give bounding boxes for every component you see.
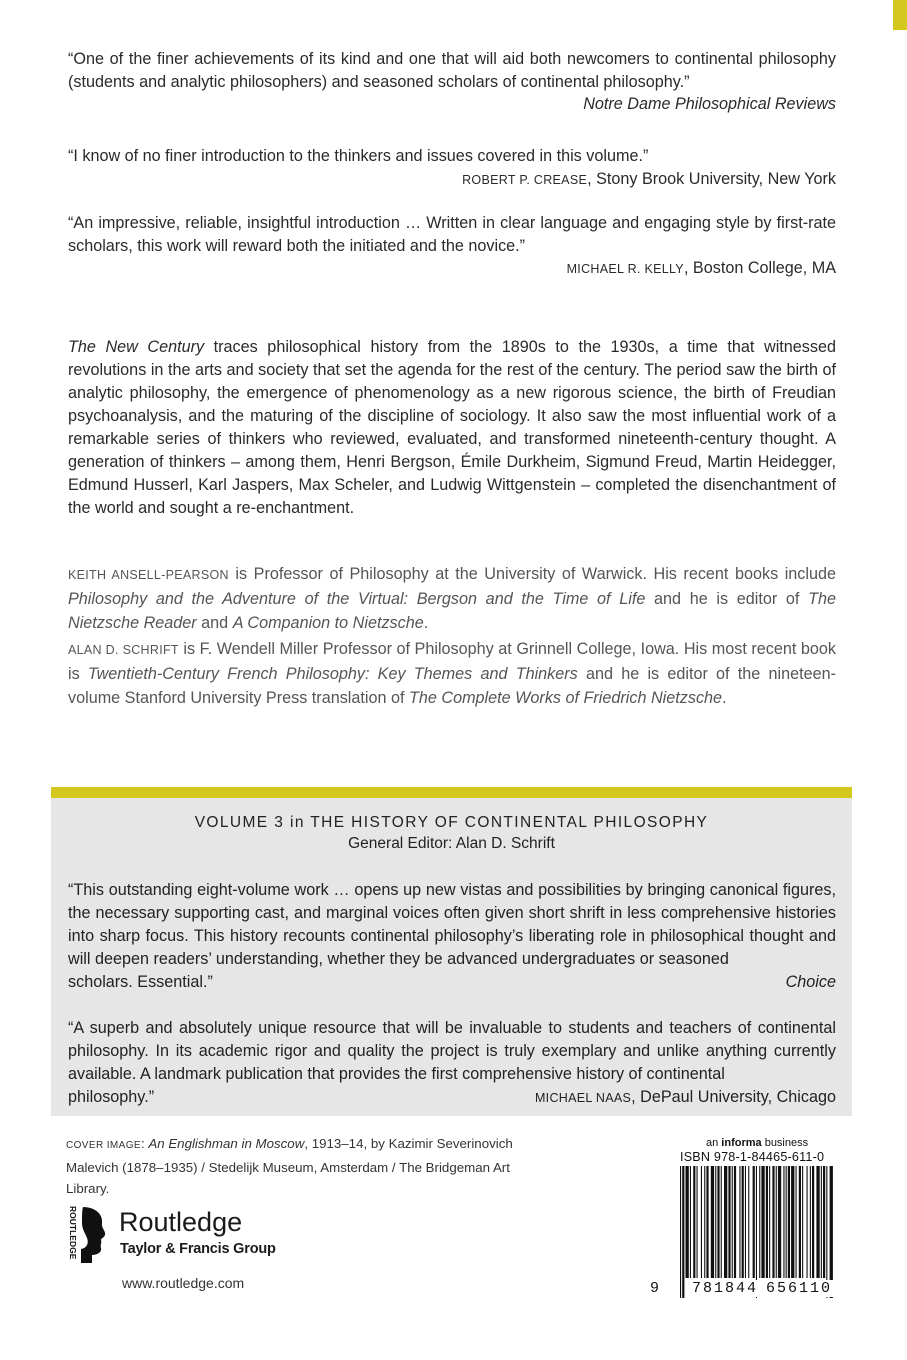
bio-text: and <box>196 614 233 633</box>
quote-author: MICHAEL NAAS <box>534 1091 632 1105</box>
tagline-brand: informa <box>721 1137 762 1149</box>
praise-quote-3 <box>68 212 836 281</box>
book-ref: The Complete Works of Friedrich Nietzsche <box>408 689 723 708</box>
series-editor: General Editor: Alan D. Schrift <box>348 835 555 852</box>
quote-affiliation: , DePaul University, Chicago <box>631 1088 836 1106</box>
book-ref: Philosophy and the Adventure of the Virtual: Bergson and the Time of Life <box>68 590 646 609</box>
publisher-logo <box>65 1205 325 1265</box>
barcode-bar <box>810 1166 811 1278</box>
quote-text: “An impressive, reliable, insightful introduction … Written in clear language and engaging style by first-rate scholars, this work will reward both the initiated and the novice.” <box>68 214 836 255</box>
barcode-bar <box>759 1166 760 1278</box>
barcode-bar <box>791 1166 794 1278</box>
tagline-post: business <box>761 1137 809 1149</box>
quote-text: “A superb and absolutely unique resource that will be invaluable to students and teachers of continental philosophy. In its academic rigor and quality the project is truly exemplary and unlike anything currently available. A landmark publication that provides the first comprehensive history of continental <box>68 1019 836 1083</box>
barcode-bar <box>769 1166 770 1278</box>
barcode-bar <box>680 1166 681 1298</box>
barcode-bar <box>772 1166 774 1278</box>
book-description <box>68 336 836 520</box>
bio-text: and he is editor of the nineteen-volume Stanford University Press translation of <box>68 665 836 708</box>
barcode-bar <box>697 1166 698 1278</box>
bio-text: is F. Wendell Miller Professor of Philosophy at Grinnell College, Iowa. His most recent book is <box>68 640 836 684</box>
barcode-bar <box>802 1166 803 1278</box>
barcode-bar <box>821 1166 822 1278</box>
quote-author: ROBERT P. CREASE <box>462 172 588 187</box>
barcode-bar <box>830 1166 833 1298</box>
quote-attribution <box>68 257 836 281</box>
barcode-bar <box>745 1166 746 1278</box>
barcode-bar <box>756 1166 757 1298</box>
quote-author: MICHAEL R. KELLY <box>566 262 684 276</box>
barcode-bar <box>693 1166 695 1278</box>
author-bio-1 <box>68 562 836 636</box>
series-praise-2 <box>68 1017 836 1110</box>
series-panel <box>51 787 852 1116</box>
praise-quote-1 <box>68 48 836 116</box>
barcode-bar <box>717 1166 719 1278</box>
spine-text: ROUTLEDGE <box>68 1206 78 1260</box>
barcode-bar <box>715 1166 716 1278</box>
barcode-bar <box>706 1166 708 1278</box>
barcode-bar <box>690 1166 691 1278</box>
barcode-bar <box>786 1166 787 1278</box>
cover-artwork-title: An Englishman in Moscow <box>148 1136 305 1151</box>
barcode-bar <box>686 1166 689 1278</box>
barcode-bar <box>704 1166 705 1278</box>
book-ref: Twentieth-Century French Philosophy: Key Themes and Thinkers <box>87 665 578 684</box>
bio-text: . <box>423 614 429 633</box>
publisher-group: Taylor & Francis Group <box>120 1241 276 1257</box>
book-ref: A Companion to Nietzsche <box>232 614 424 633</box>
barcode-bar <box>724 1166 727 1278</box>
barcode-bar <box>761 1166 764 1278</box>
barcode-digits-right: 656110 <box>766 1280 833 1297</box>
barcode-bar <box>753 1166 755 1278</box>
quote-affiliation: , Boston College, MA <box>683 259 836 277</box>
barcode-bar <box>742 1166 744 1278</box>
quote-text: “One of the finer achievements of its kind and one that will aid both newcomers to continental philosophy (students and analytic philosophers) and seasoned scholars of continental philosophy.” <box>68 50 836 91</box>
cover-credit <box>66 1133 526 1200</box>
barcode-bar <box>732 1166 733 1278</box>
quote-text: “This outstanding eight-volume work … opens up new vistas and possibilities by bringing canonical figures, the necessary supporting cast, and marginal voices often given short shrift in less comprehensive histories into sharp focus. This history recounts continental philosophy’s liberating role in philosophical thought and will deepen readers’ understanding, whether they be advanced undergraduates or seasoned <box>68 881 836 968</box>
description-text: traces philosophical history from the 1890s to the 1930s, a time that witnessed revolutions in the arts and society that set the agenda for the rest of the century. The period saw the birth of analytic philosophy, the emergence of phenomenology as a new rigorous science, the birth of Freudian psychoanalysis, and the maturing of the discipline of sociology. It also saw the most influential work of a remarkable series of thinkers who reviewed, evaluated, and transformed nineteenth-century thought. A generation of thinkers – among them, Henri Bergson, Émile Durkheim, Sigmund Freud, Martin Heidegger, Edmund Husserl, Karl Jaspers, Max Scheler, and Ludwig Wittgenstein – completed the disenchantment of the world and sought a re-enchantment. <box>68 338 836 517</box>
barcode-bar <box>788 1166 790 1278</box>
barcode-bar <box>778 1166 781 1278</box>
barcode-bar <box>682 1166 684 1298</box>
quote-attribution <box>535 1086 836 1110</box>
quote-attribution <box>68 168 836 192</box>
barcode-bar <box>783 1166 784 1278</box>
barcode-bar <box>766 1166 768 1278</box>
bio-text: and he is editor of <box>645 590 809 609</box>
author-name: ALAN D. SCHRIFT <box>68 643 179 657</box>
author-bio-2 <box>68 637 836 711</box>
cover-credit-colon: : <box>140 1136 149 1151</box>
routledge-profile-icon <box>65 1205 113 1265</box>
barcode-bar <box>711 1166 714 1278</box>
quote-text-end: scholars. Essential.” <box>68 973 213 991</box>
author-name: KEITH ANSELL-PEARSON <box>68 568 229 582</box>
book-title: The New Century <box>68 338 205 356</box>
barcode-bar <box>748 1166 749 1278</box>
publisher-url[interactable]: www.routledge.com <box>122 1275 245 1291</box>
quote-source: Notre Dame Philosophical Reviews <box>583 95 836 113</box>
bio-text: is Professor of Philosophy at the University of Warwick. His recent books include <box>228 565 836 583</box>
barcode-bar <box>807 1166 808 1278</box>
quote-text: “I know of no finer introduction to the thinkers and issues covered in this volume.” <box>68 147 649 165</box>
bio-text: . <box>722 689 727 708</box>
publisher-name: Routledge <box>119 1207 243 1237</box>
barcode-bar <box>776 1166 777 1278</box>
barcode-bar <box>739 1166 740 1278</box>
series-praise-1 <box>68 879 836 994</box>
barcode-bar <box>796 1166 797 1278</box>
cover-credit-text: , 1913–14, by Kazimir Severinovich Malevich (1878–1935) / Stedelijk Museum, Amsterdam / The Bridgeman Art Library. <box>66 1136 513 1196</box>
quote-text-end: philosophy.” <box>68 1088 155 1106</box>
barcode-bar <box>734 1166 736 1278</box>
barcode-bar <box>799 1166 801 1278</box>
barcode-bar <box>721 1166 722 1278</box>
isbn-label: ISBN 978-1-84465-611-0 <box>680 1150 825 1164</box>
barcode-bar <box>812 1166 814 1278</box>
series-title: VOLUME 3 in THE HISTORY OF CONTINENTAL PHILOSOPHY <box>194 814 709 831</box>
cover-credit-label: COVER IMAGE <box>66 1140 141 1151</box>
tagline-pre: an <box>706 1137 722 1149</box>
barcode-digits-left: 781844 <box>692 1280 759 1297</box>
barcode-bar <box>816 1166 819 1278</box>
barcode-lead-digit: 9 <box>650 1280 660 1297</box>
barcode-bar <box>826 1166 827 1298</box>
barcode-bar <box>823 1166 825 1278</box>
accent-bar <box>51 787 852 798</box>
barcode-bar <box>728 1166 730 1278</box>
corner-color-mark <box>893 0 907 30</box>
quote-affiliation: , Stony Brook University, New York <box>587 169 836 188</box>
informa-tagline <box>706 1137 808 1149</box>
barcode-bar <box>701 1166 702 1278</box>
quote-source: Choice <box>785 973 836 991</box>
book-ref: The Nietzsche Reader <box>68 590 837 633</box>
praise-quote-2 <box>68 145 836 191</box>
